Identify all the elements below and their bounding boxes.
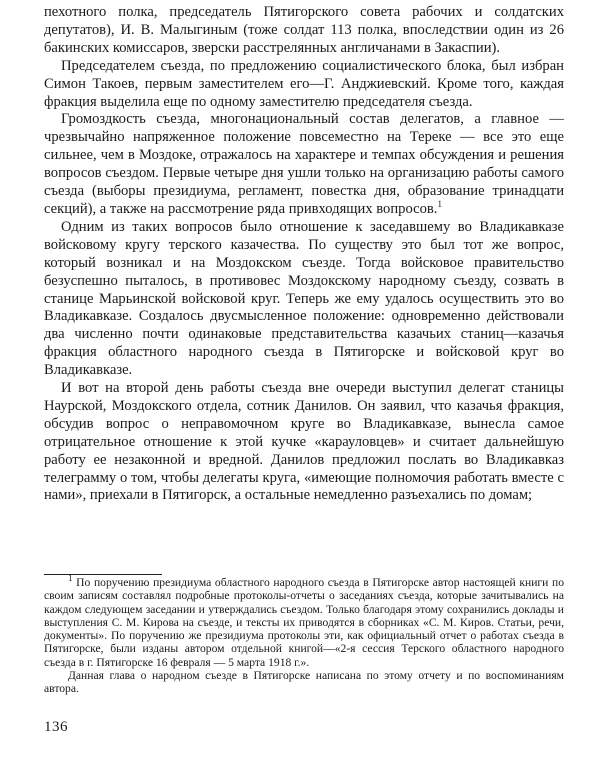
paragraph-4: Одним из таких вопросов было отношение к заседавшему во Владикавказе войсковому кругу терского казачества. По существу это был тот же вопрос, который возникал и на Моздокском съезде. Тогда войсковое правительство безуспешно пыталось, в противовес Моздокскому народному съезду, созвать в станице Марьинской войсковой круг. Теперь же ему удалось осуществить это во Владикавказе. Создалось двусмысленное положение: одновременно действовали два численно почти одинаковые представительства казачьих станиц—казачья фракция областного народного съезда в Пятигорске и войсковой круг во Владикавказе. — [44, 218, 564, 379]
footnote-divider — [44, 574, 162, 575]
footnote-1: $^1$ По поручению президиума областного народного съезда в Пятигорске автор настоящей книги по своим записям составлял подробные протоколы-отчеты о заседаниях съезда, которые зачитывались на каждом следующем заседании и утверждались съездом. Только благодаря этому сохранились доклады и выступления С. М. Кирова на съезде, и тексты их приводятся в сборниках «С. М. Киров. Статьи, речи, документы». По поручению же президиума протоколы эти, как официальный отчет о работах съезда в Пятигорске, были изданы автором отдельной книгой—«2-я сессия Терского областного народного съезда в г. Пятигорске 16 февраля — 5 марта 1918 г.». — [44, 573, 564, 669]
footnote-note: Данная глава о народном съезде в Пятигорске написана по этому отчету и по воспоминаниям автора. — [44, 669, 564, 696]
footnote-mark: 1 — [68, 573, 73, 584]
paragraph-1: пехотного полка, председатель Пятигорского совета рабочих и солдатских депутатов), И. В. Малыгиным (тоже солдат 113 полка, впоследствии один из 26 бакинских комиссаров, зверски расстрелянных англичанами в Закаспии). — [44, 4, 564, 56]
page-number: 136 — [44, 719, 68, 735]
main-text — [44, 4, 564, 505]
footnotes — [44, 573, 564, 696]
paragraph-2: Председателем съезда, по предложению социалистического блока, был избран Симон Такоев, первым заместителем его—Г. Анджиевский. Кроме того, каждая фракция выделила еще по одному заместителю председателя съезда. — [44, 57, 564, 110]
paragraph-5: И вот на второй день работы съезда вне очереди выступил делегат станицы Наурской, Моздокского отдела, сотник Данилов. Он заявил, что казачья фракция, обсудив вопрос о неправомочном круге во Владикавказе, вынесла самое отрицательное отношение к этой кучке «карауловцев» и считает дальнейшую работу ее незаконной и вредной. Данилов предложил послать во Владикавказ телеграмму о том, чтобы делегаты круга, «имеющие полномочия работать вместе с нами», приехали в Пятигорск, а остальные немедленно разъехались по домам; — [44, 380, 564, 504]
footnote-reference[interactable]: 1 — [437, 199, 442, 210]
paragraph-3: Громоздкость съезда, многонациональный состав делегатов, а главное — чрезвычайно напряженное положение повсеместно на Тереке — все это еще сильнее, чем в Моздоке, отражалось на характере и темпах обсуждения и решения вопросов съездом. Первые четыре дня ушли только на организацию работы самого съезда (выборы президиума, регламент, повестка дня, образование тринадцати секций), а также на рассмотрение ряда привходящих вопросов.$^1$ — [44, 111, 564, 217]
